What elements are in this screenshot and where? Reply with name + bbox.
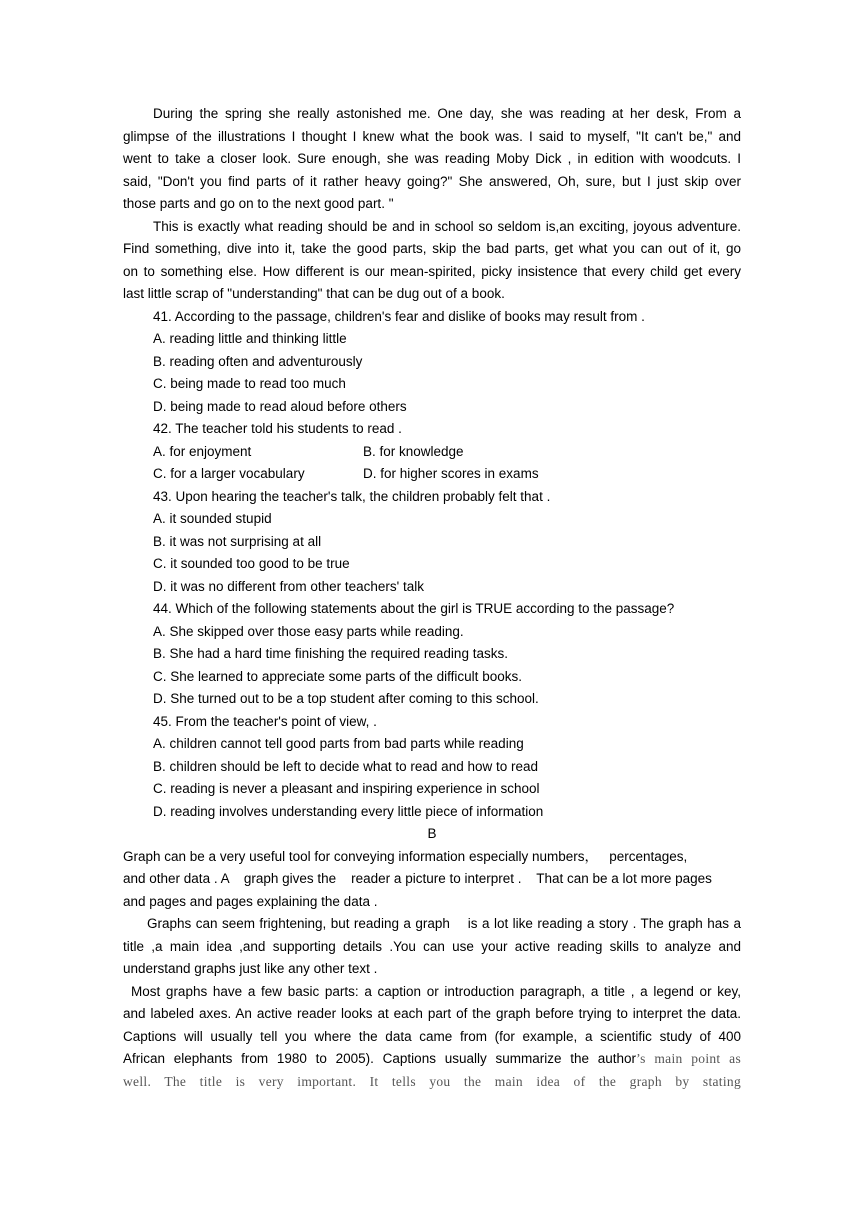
question-stem: 42. The teacher told his students to read . — [153, 421, 402, 436]
question-stem: 41. According to the passage, children's fear and dislike of books may result from . — [153, 308, 645, 324]
answer-options-row — [123, 463, 741, 486]
section-b-paragraph-3 — [123, 981, 741, 1094]
answer-option: A. children cannot tell good parts from bad parts while reading — [153, 736, 524, 751]
answer-option: C. reading is never a pleasant and inspiring experience in school — [153, 781, 540, 796]
answer-option: B. children should be left to decide what to read and how to read — [153, 758, 539, 774]
text-line: last little scrap of "understanding" that can be dug out of a book. — [123, 286, 505, 301]
answer-option: C. being made to read too much — [153, 376, 346, 391]
text-line: title ,a main idea ,and supporting details .You can use your active reading skills to analyze and — [123, 938, 741, 954]
text-line-serif: well. The title is very important. It tells you the main idea of the graph by stating — [123, 1073, 741, 1089]
question-41 — [123, 306, 741, 419]
text-line: said, "Don't you find parts of it rather heavy going?" She answered, Oh, sure, but I just skip over — [123, 173, 741, 189]
answer-option: A. reading little and thinking little — [153, 331, 347, 346]
section-b-paragraph-1 — [123, 846, 741, 914]
text-line: Captions will usually tell you where the data came from (for example, a scientific study of 400 — [123, 1028, 741, 1044]
question-45 — [123, 711, 741, 824]
answer-option: B. reading often and adventurously — [153, 353, 363, 369]
passage-paragraph-2 — [123, 216, 741, 306]
answer-option: A. it sounded stupid — [153, 511, 272, 526]
text-line: went to take a closer look. Sure enough, she was reading Moby Dick , in edition with woodcuts. I — [123, 151, 741, 166]
answer-option: D. reading involves understanding every little piece of information — [153, 803, 544, 819]
text-line: Most graphs have a few basic parts: a caption or introduction paragraph, a title , a legend or key, — [131, 983, 741, 999]
text-fragment: African elephants from 1980 to 2005). Captions usually summarize the author — [123, 1051, 637, 1066]
question-stem: 45. From the teacher's point of view, . — [153, 713, 377, 729]
answer-option: C. it sounded too good to be true — [153, 556, 350, 571]
question-43 — [123, 486, 741, 599]
answer-option: B. for knowledge — [363, 443, 464, 459]
answer-option: D. being made to read aloud before others — [153, 398, 407, 414]
text-line: those parts and go on to the next good part. " — [123, 196, 394, 211]
answer-option: A. She skipped over those easy parts while reading. — [153, 623, 464, 639]
question-44 — [123, 598, 741, 711]
text-line: on to something else. How different is our mean-spirited, picky insistence that every child get every — [123, 263, 741, 279]
text-line: This is exactly what reading should be and in school so seldom is,an exciting, joyous adventure. — [153, 218, 741, 234]
text-line: Graph can be a very useful tool for conveying information especially numbers， percentages, — [123, 848, 688, 864]
text-line: During the spring she really astonished me. One day, she was reading at her desk, From a — [153, 106, 741, 121]
text-line: Graphs can seem frightening, but reading a graph is a lot like reading a story . The graph has a — [147, 916, 741, 931]
passage-paragraph-1 — [123, 103, 741, 216]
question-42 — [123, 418, 741, 486]
text-line: and pages and pages explaining the data . — [123, 893, 378, 909]
text-line-mixed — [123, 1048, 741, 1071]
text-fragment-serif: ’s main point as — [636, 1051, 741, 1066]
text-line: Find something, dive into it, take the good parts, skip the bad parts, get what you can out of it, go — [123, 241, 741, 256]
question-stem: 44. Which of the following statements about the girl is TRUE according to the passage? — [153, 601, 675, 616]
answer-option: C. for a larger vocabulary — [153, 466, 305, 481]
section-b-paragraph-2 — [123, 913, 741, 981]
text-line: understand graphs just like any other text . — [123, 961, 378, 976]
answer-option: D. She turned out to be a top student after coming to this school. — [153, 691, 539, 706]
answer-option: D. it was no different from other teachers' talk — [153, 578, 424, 594]
answer-option: B. She had a hard time finishing the required reading tasks. — [153, 646, 508, 661]
text-line: and labeled axes. An active reader looks at each part of the graph before trying to interpret the data. — [123, 1006, 741, 1021]
document-page — [123, 103, 741, 1093]
question-stem: 43. Upon hearing the teacher's talk, the children probably felt that . — [153, 488, 551, 504]
answer-option: B. it was not surprising at all — [153, 533, 322, 549]
text-line: glimpse of the illustrations I thought I knew what the book was. I said to myself, "It can't be," and — [123, 128, 741, 144]
answer-option: C. She learned to appreciate some parts of the difficult books. — [153, 668, 522, 684]
answer-option: A. for enjoyment — [153, 443, 252, 459]
answer-option: D. for higher scores in exams — [363, 466, 539, 481]
text-line: and other data . A graph gives the reader a picture to interpret . That can be a lot more pages — [123, 871, 712, 886]
answer-options-row — [123, 441, 741, 464]
section-heading: B — [427, 826, 437, 841]
